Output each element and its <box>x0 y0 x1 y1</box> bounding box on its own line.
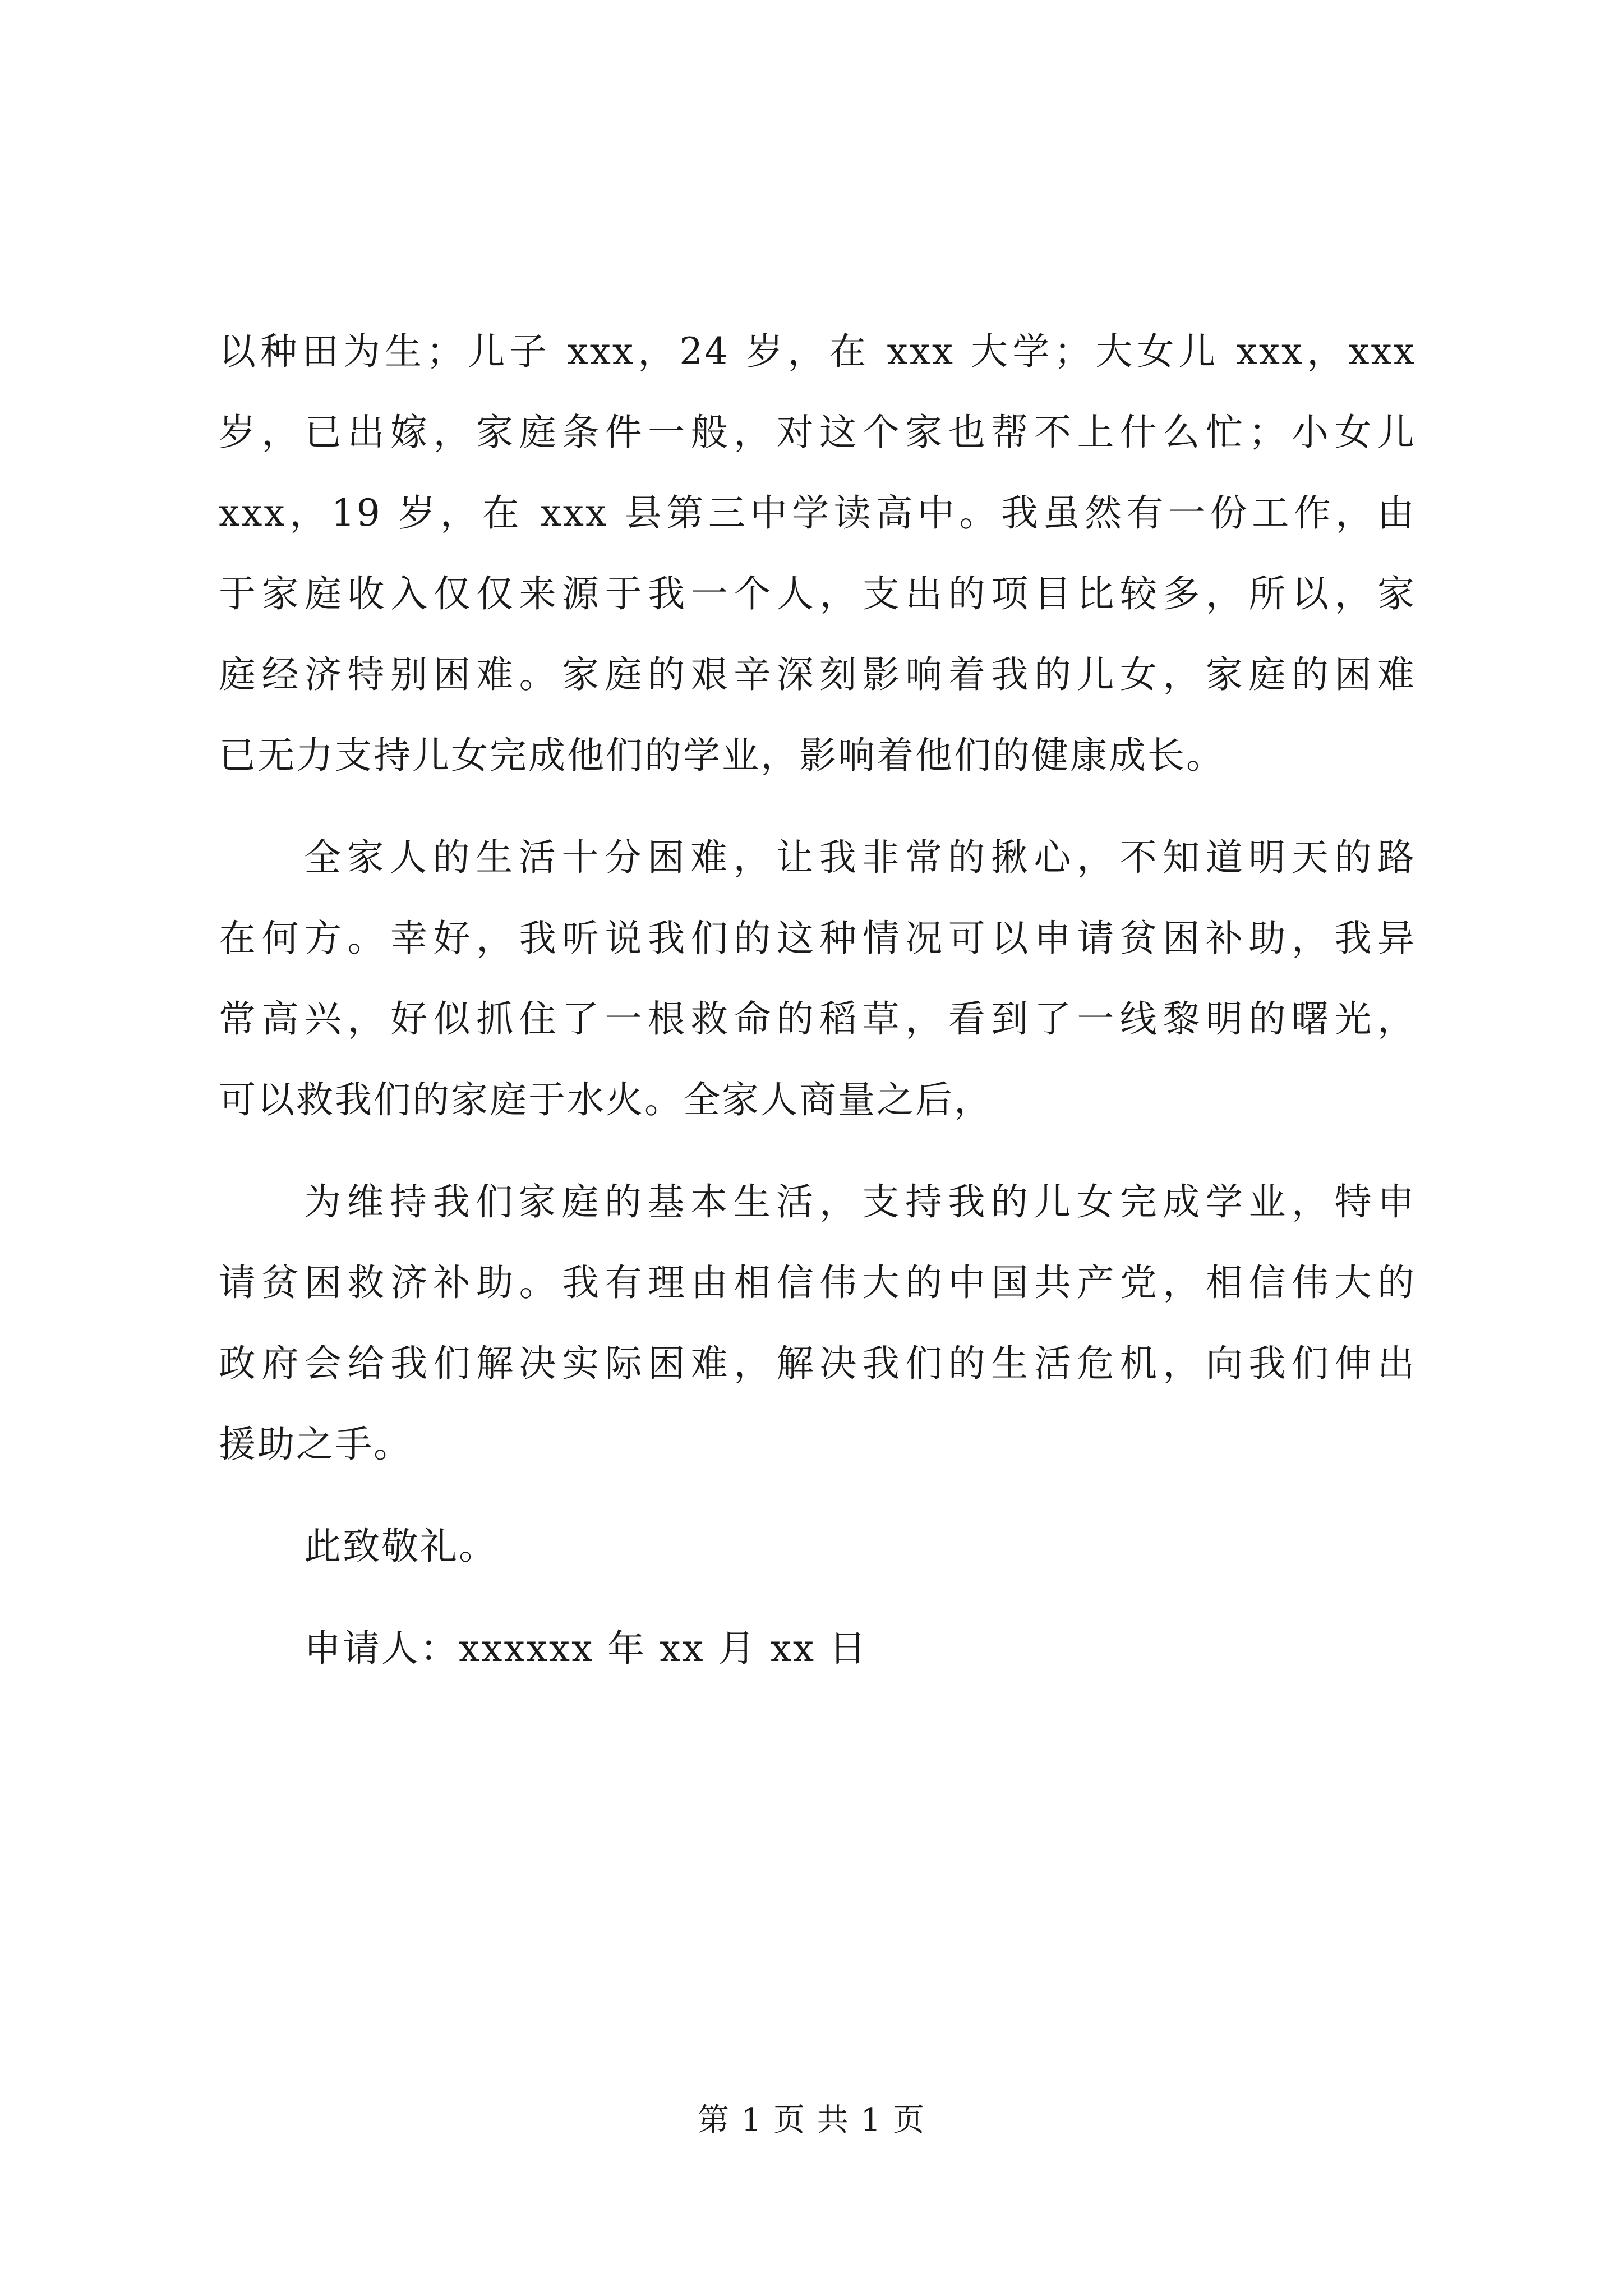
paragraph-3-line-2: 请贫困救济补助。我有理由相信伟大的中国共产党，相信伟大的 <box>219 1261 1416 1304</box>
paragraph-gap <box>219 1587 1416 1608</box>
paragraph-1-line-5: 庭经济特别困难。家庭的艰辛深刻影响着我的儿女，家庭的困难 <box>219 653 1416 696</box>
closing-salutation: 此致敬礼。 <box>304 1525 497 1568</box>
paragraph-gap <box>219 1140 1416 1162</box>
page-footer <box>0 2098 1623 2143</box>
paragraph-1-line-4: 于家庭收入仅仅来源于我一个人，支出的项目比较多，所以，家 <box>219 572 1416 615</box>
paragraph-1-line-2: 岁，已出嫁，家庭条件一般，对这个家也帮不上什么忙；小女儿 <box>219 411 1416 454</box>
paragraph-1-line-6: 已无力支持儿女完成他们的学业，影响着他们的健康成长。 <box>219 734 1225 777</box>
paragraph-2-line-2: 在何方。幸好，我听说我们的这种情况可以申请贫困补助，我异 <box>219 917 1416 960</box>
paragraph-2-line-3: 常高兴，好似抓住了一根救命的稻草，看到了一线黎明的曙光， <box>219 997 1416 1041</box>
letter-body <box>219 311 1416 1689</box>
paragraph-1-line-1: 以种田为生；儿子 xxx，24 岁，在 xxx 大学；大女儿 xxx，xxx <box>219 330 1416 373</box>
paragraph-1-line-3: xxx，19 岁，在 xxx 县第三中学读高中。我虽然有一份工作，由 <box>219 491 1416 535</box>
paragraph-gap <box>219 796 1416 817</box>
applicant-signature-date: 申请人：xxxxxx 年 xx 月 xx 日 <box>304 1627 868 1670</box>
page-number-label: 第 1 页 共 1 页 <box>697 2102 926 2138</box>
paragraph-2-line-1: 全家人的生活十分困难，让我非常的揪心，不知道明天的路 <box>304 836 1416 879</box>
paragraph-gap <box>219 1485 1416 1506</box>
paragraph-2-line-4: 可以救我们的家庭于水火。全家人商量之后， <box>219 1078 993 1121</box>
paragraph-3-line-4: 援助之手。 <box>219 1423 412 1466</box>
paragraph-3-line-1: 为维持我们家庭的基本生活，支持我的儿女完成学业，特申 <box>304 1180 1416 1223</box>
paragraph-3-line-3: 政府会给我们解决实际困难，解决我们的生活危机，向我们伸出 <box>219 1342 1416 1385</box>
